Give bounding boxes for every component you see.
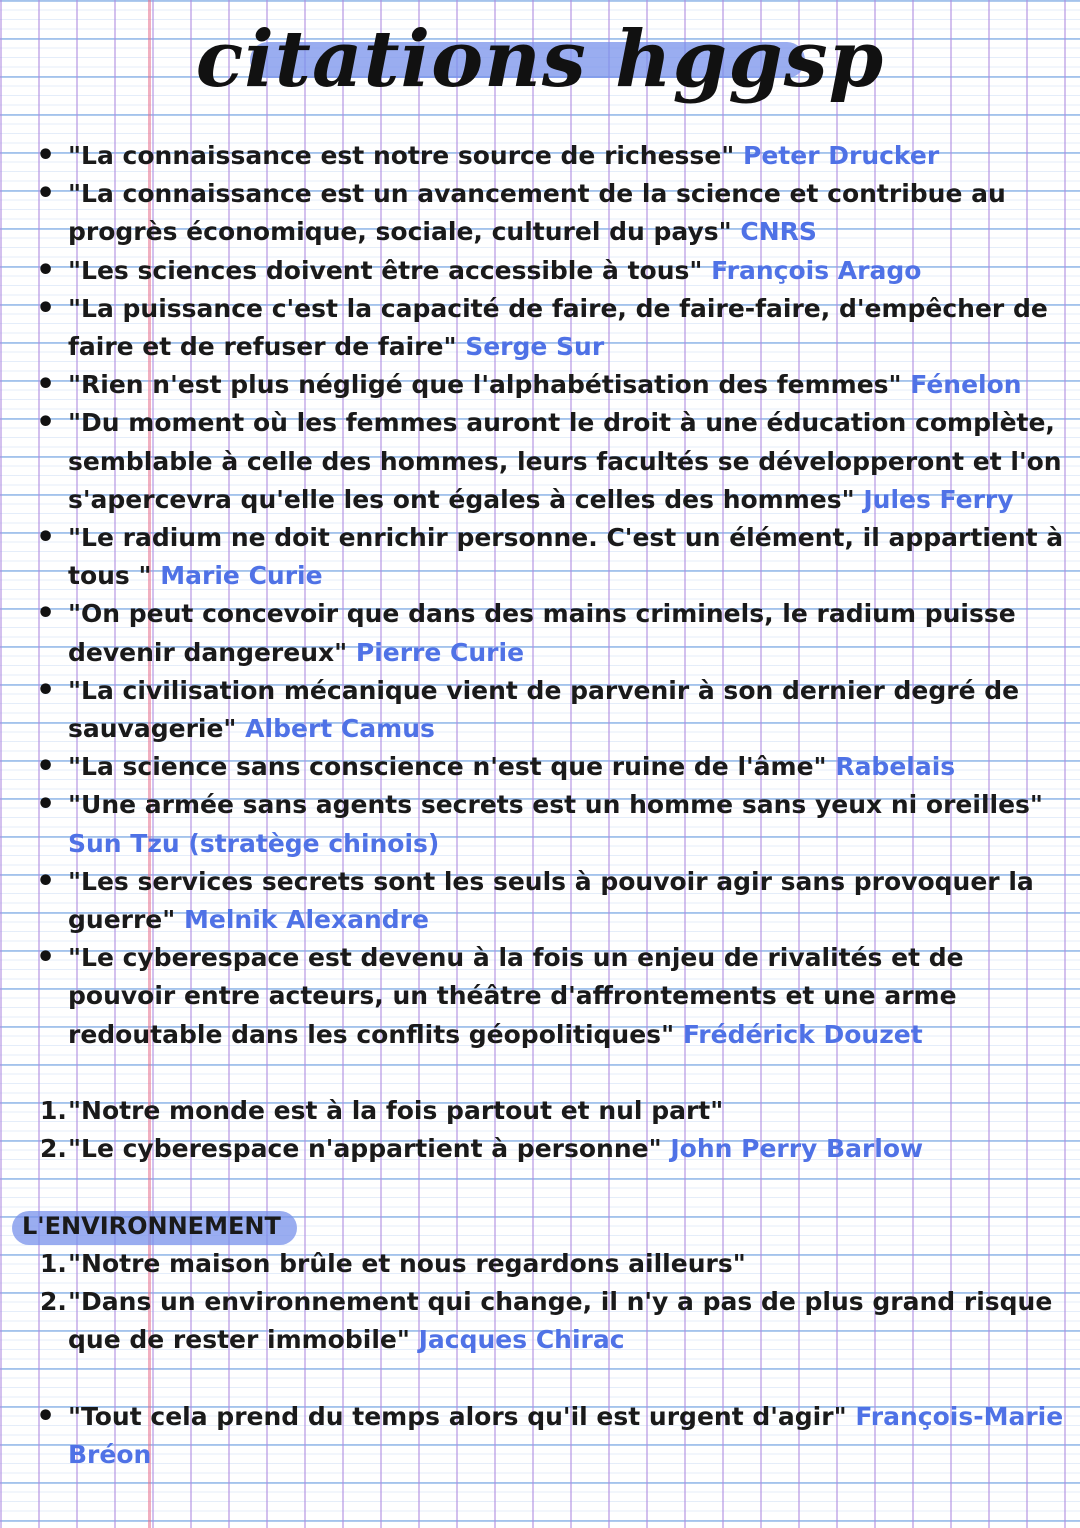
title-area (0, 0, 1080, 135)
numbered-item (30, 1245, 1078, 1283)
quote-item (30, 519, 1078, 595)
page-title: citations hggsp (195, 14, 885, 105)
quote-text: "Le cyberespace n'appartient à personne" (68, 1134, 662, 1164)
quote-text: "Tout cela prend du temps alors qu'il est urgent d'agir" (68, 1401, 847, 1431)
item-number: 1. (40, 1248, 67, 1278)
item-number: 2. (40, 1134, 67, 1164)
quote-author: Frédérick Douzet (682, 1019, 923, 1049)
quote-item (30, 786, 1078, 862)
numbered-item (30, 1130, 1078, 1168)
quote-author: CNRS (740, 217, 817, 247)
quote-item (30, 1398, 1078, 1474)
quote-text: "Dans un environnement qui change, il n'y a pas de plus grand risque que de rester immobile" (68, 1287, 1053, 1355)
quote-author: Jacques Chirac (418, 1325, 625, 1355)
quote-text: "Rien n'est plus négligé que l'alphabétisation des femmes" (68, 370, 902, 400)
quote-text: "Le cyberespace est devenu à la fois un enjeu de rivalités et de pouvoir entre acteurs, un théâtre d'affrontements et une arme redoutable dans les conflits géopolitiques" (68, 943, 964, 1049)
quote-text: "Notre monde est à la fois partout et nul part" (68, 1096, 724, 1126)
item-number: 1. (40, 1096, 67, 1126)
quote-author: Peter Drucker (743, 141, 940, 170)
quote-author: John Perry Barlow (670, 1134, 924, 1164)
quote-item (30, 290, 1078, 366)
numbered-list-cyberspace (30, 1092, 1078, 1168)
quote-text: "La connaissance est un avancement de la science et contribue au progrès économique, sociale, culturel du pays" (68, 179, 1006, 247)
quote-text: "La puissance c'est la capacité de faire, de faire-faire, d'empêcher de faire et de refuser de faire" (68, 293, 1048, 362)
quote-author: Jules Ferry (863, 484, 1014, 514)
quote-item (30, 137, 1078, 175)
quote-author: François Arago (711, 255, 922, 285)
quote-author: Serge Sur (465, 332, 605, 362)
quote-text: "La connaissance est notre source de richesse" (68, 141, 735, 170)
quote-text: "Le radium ne doit enrichir personne. C'est un élément, il appartient à tous " (68, 523, 1064, 591)
quote-item (30, 366, 1078, 404)
quote-list (30, 137, 1078, 1054)
numbered-item (30, 1092, 1078, 1130)
quote-author: Marie Curie (160, 561, 323, 591)
numbered-item (30, 1283, 1078, 1359)
numbered-list-environment (30, 1245, 1078, 1360)
quotes-content (22, 137, 1078, 1474)
quote-text: "On peut concevoir que dans des mains criminels, le radium puisse devenir dangereux" (68, 599, 1016, 667)
quote-text: "Les sciences doivent être accessible à tous" (68, 255, 703, 285)
quote-text: "La civilisation mécanique vient de parvenir à son dernier degré de sauvagerie" (68, 675, 1020, 744)
quote-item (30, 252, 1078, 290)
quote-item (30, 672, 1078, 748)
quote-text: "Notre maison brûle et nous regardons ailleurs" (68, 1248, 746, 1278)
quote-text: "Du moment où les femmes auront le droit à une éducation complète, semblable à celle des hommes, leurs facultés se développeront et l'on s'apercevra qu'elle les ont égales à celles des hommes" (68, 408, 1062, 514)
quote-author: Pierre Curie (355, 637, 525, 667)
quote-text: "La science sans conscience n'est que ruine de l'âme" (68, 752, 827, 782)
quote-text: "Les services secrets sont les seuls à pouvoir agir sans provoquer la guerre" (68, 866, 1034, 935)
final-quote-list (30, 1398, 1078, 1474)
quote-author: Melnik Alexandre (184, 905, 429, 935)
quote-text: "Une armée sans agents secrets est un homme sans yeux ni oreilles" (68, 790, 1043, 820)
quote-author: François-Marie Bréon (68, 1401, 1064, 1469)
spacer (30, 1168, 1078, 1206)
quote-item (30, 939, 1078, 1054)
spacer (30, 1359, 1078, 1397)
item-number: 2. (40, 1287, 67, 1317)
quote-author: Fénelon (910, 370, 1022, 400)
section-title: L'ENVIRONNEMENT (22, 1211, 281, 1240)
spacer (30, 1054, 1078, 1092)
quote-item (30, 404, 1078, 519)
quote-author: Sun Tzu (stratège chinois) (68, 828, 440, 858)
quote-item (30, 863, 1078, 939)
quote-item (30, 595, 1078, 671)
section-heading (12, 1207, 1078, 1245)
quote-author: Rabelais (835, 752, 956, 782)
quote-item (30, 175, 1078, 251)
quote-item (30, 748, 1078, 786)
quote-author: Albert Camus (245, 714, 435, 744)
